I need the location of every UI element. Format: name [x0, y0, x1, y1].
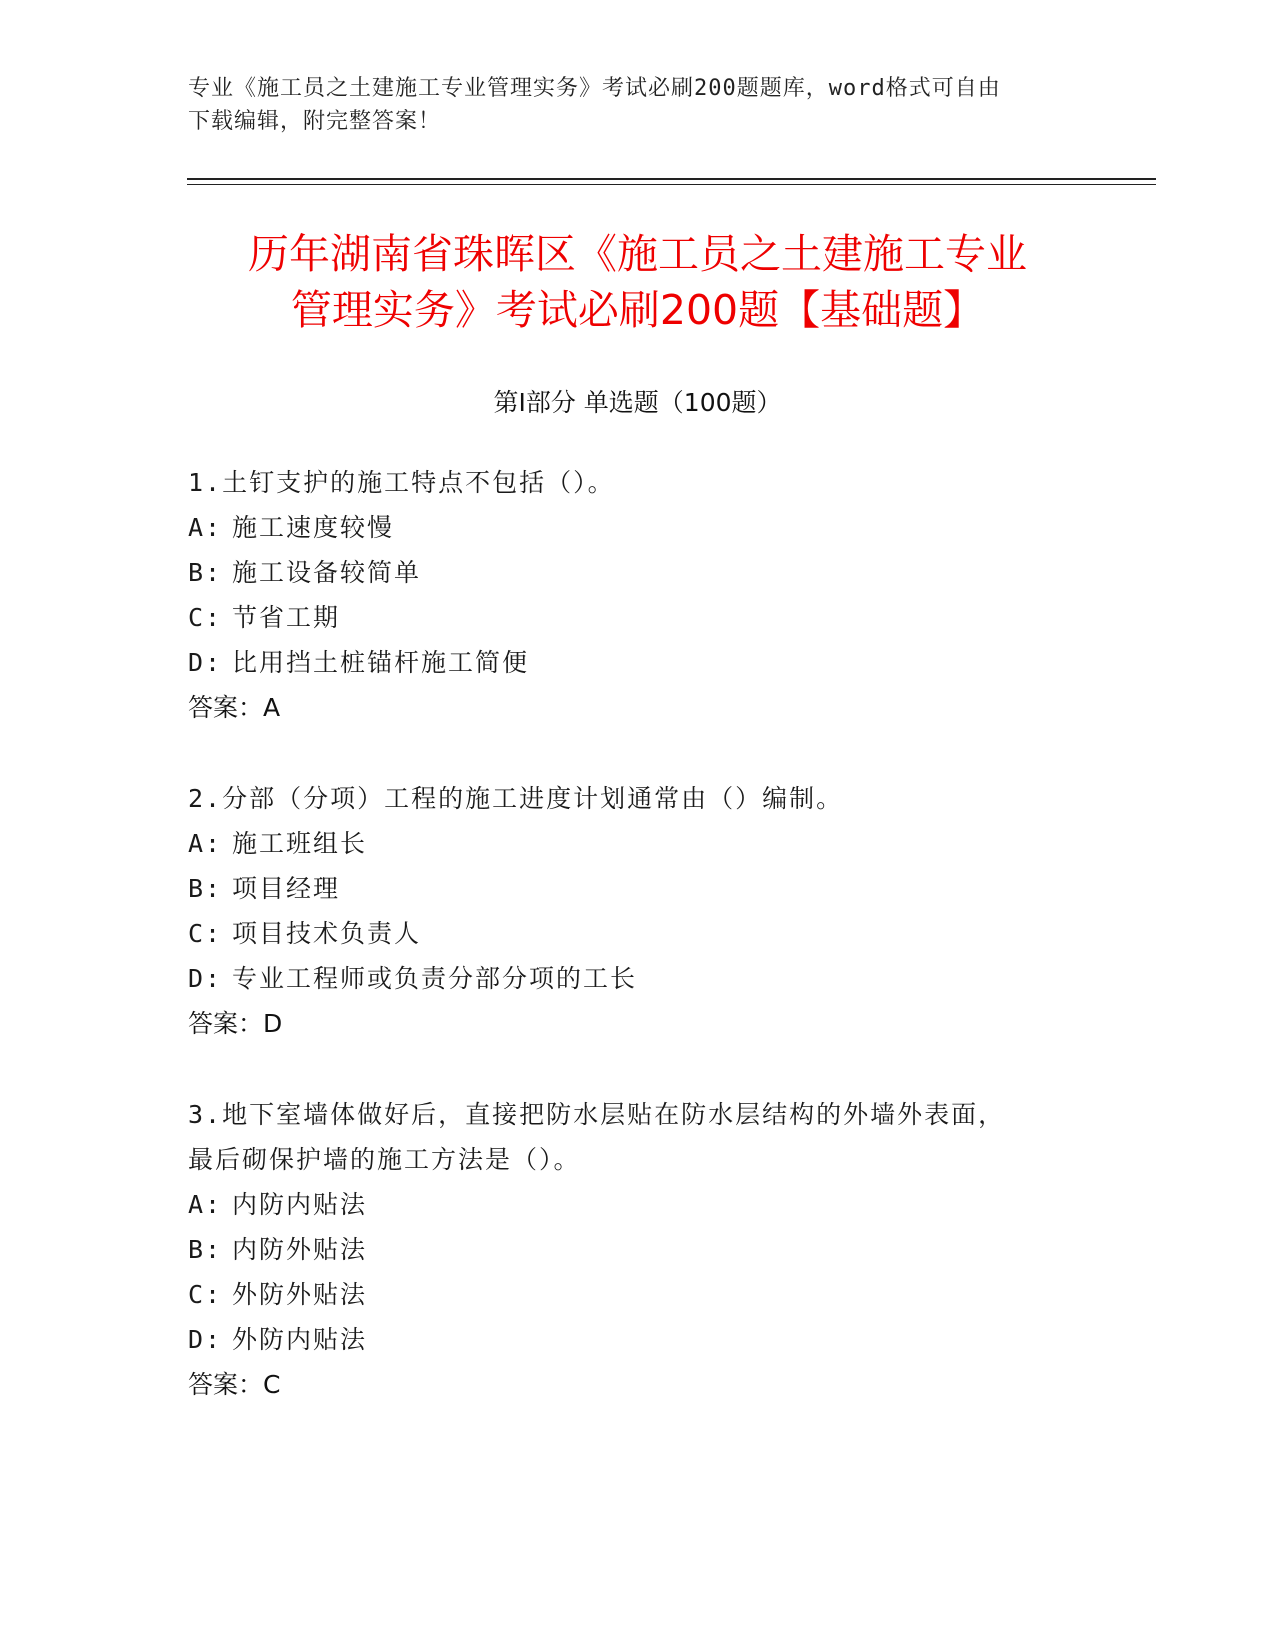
option-a [188, 505, 1068, 550]
option-b [188, 550, 1068, 595]
answer: 答案：A [188, 693, 281, 722]
answer: 答案：C [188, 1370, 281, 1399]
question-3 [188, 1092, 1068, 1407]
option-text: 施工设备较简单 [232, 558, 422, 587]
option-key: C: [188, 919, 223, 948]
option-c [188, 911, 1068, 956]
option-key: A: [188, 513, 223, 542]
document-title-line-2: 管理实务》考试必刷200题【基础题】 [290, 286, 985, 334]
document-title [150, 226, 1125, 338]
option-text: 施工班组长 [232, 829, 368, 858]
option-text: 外防内贴法 [232, 1325, 368, 1354]
option-text: 内防内贴法 [232, 1190, 368, 1219]
option-text: 项目经理 [232, 874, 341, 903]
header-note-line-2: 下载编辑，附完整答案！ [188, 109, 442, 134]
option-d [188, 956, 1068, 1001]
option-key: A: [188, 1190, 223, 1219]
question-stem: 2.分部（分项）工程的施工进度计划通常由（）编制。 [188, 784, 844, 813]
option-text: 比用挡土桩锚杆施工简便 [232, 648, 530, 677]
option-key: D: [188, 964, 223, 993]
header-note-line-1: 专业《施工员之土建施工专业管理实务》考试必刷200题题库，word格式可自由 [188, 76, 1001, 101]
option-a [188, 821, 1068, 866]
section-heading: 第Ⅰ部分 单选题（100题） [493, 388, 782, 417]
header-rule-thick [187, 178, 1156, 180]
question-1 [188, 460, 1068, 730]
option-text: 施工速度较慢 [232, 513, 395, 542]
option-text: 内防外贴法 [232, 1235, 368, 1264]
header-rule-thin [187, 184, 1156, 185]
document-title-line-1: 历年湖南省珠晖区《施工员之土建施工专业 [248, 230, 1027, 278]
question-stem-continued: 最后砌保护墙的施工方法是（）。 [188, 1145, 581, 1174]
option-key: A: [188, 829, 223, 858]
option-d [188, 640, 1068, 685]
answer: 答案：D [188, 1009, 283, 1038]
option-d [188, 1317, 1068, 1362]
header-note [188, 72, 1068, 138]
question-stem: 1.土钉支护的施工特点不包括（）。 [188, 468, 615, 497]
question-stem: 3.地下室墙体做好后，直接把防水层贴在防水层结构的外墙外表面， [188, 1100, 1006, 1129]
option-text: 项目技术负责人 [232, 919, 422, 948]
option-key: B: [188, 874, 223, 903]
option-c [188, 1272, 1068, 1317]
question-2 [188, 776, 1068, 1046]
option-c [188, 595, 1068, 640]
option-key: C: [188, 603, 223, 632]
option-key: B: [188, 558, 223, 587]
option-key: D: [188, 648, 223, 677]
option-key: D: [188, 1325, 223, 1354]
option-b [188, 866, 1068, 911]
option-key: B: [188, 1235, 223, 1264]
option-b [188, 1227, 1068, 1272]
option-key: C: [188, 1280, 223, 1309]
option-text: 专业工程师或负责分部分项的工长 [232, 964, 638, 993]
option-a [188, 1182, 1068, 1227]
option-text: 节省工期 [232, 603, 341, 632]
option-text: 外防外贴法 [232, 1280, 368, 1309]
